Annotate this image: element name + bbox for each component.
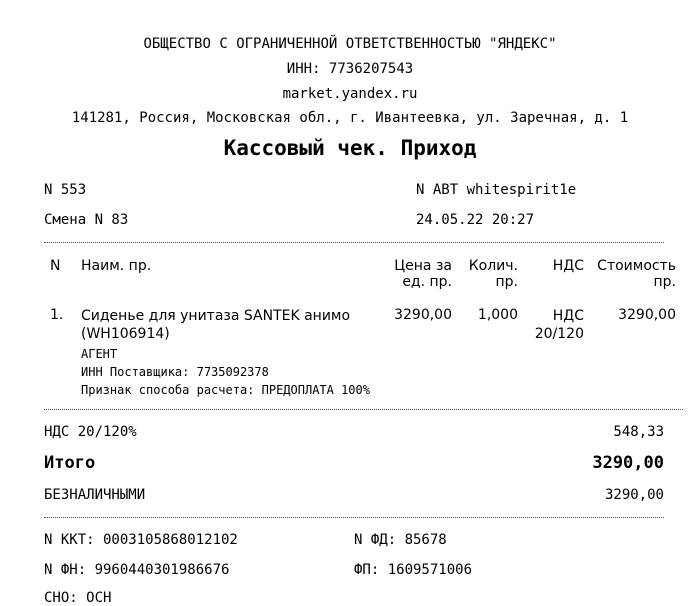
col-header-n: N	[50, 258, 61, 274]
cashless-value: 3290,00	[604, 487, 664, 503]
receipt-datetime: 24.05.22 20:27	[416, 212, 535, 228]
col-header-name: Наим. пр.	[81, 258, 152, 274]
item-nds-line1: НДС	[552, 308, 584, 324]
total-value: 3290,00	[592, 453, 664, 473]
col-header-cost	[590, 258, 676, 290]
shift-number: Смена N 83	[44, 212, 129, 228]
nds-value: 548,33	[613, 424, 664, 440]
col-header-cost-line2: пр.	[653, 274, 676, 290]
col-header-nds: НДС	[552, 258, 584, 274]
fp-number: ФП: 1609571006	[354, 562, 473, 578]
col-header-price-line2: ед. пр.	[402, 274, 452, 290]
item-agent: АГЕНТ	[81, 347, 118, 361]
item-number: 1.	[50, 307, 64, 323]
sno-label: СНО: ОСН	[44, 590, 112, 606]
col-header-qty-line2: пр.	[495, 274, 518, 290]
receipt-number: N 553	[44, 182, 87, 198]
fn-number: N ФН: 9960440301986676	[44, 562, 230, 578]
item-name-line1: Сиденье для унитаза SANTEK анимо	[81, 308, 351, 324]
item-nds	[524, 307, 584, 343]
item-cost: 3290,00	[618, 307, 676, 323]
item-details	[81, 345, 370, 399]
item-supplier-inn: ИНН Поставщика: 7735092378	[81, 365, 269, 379]
company-inn: ИНН: 7736207543	[286, 61, 414, 77]
company-name: ОБЩЕСТВО С ОГРАНИЧЕННОЙ ОТВЕТСТВЕННОСТЬЮ "ЯНДЕКС"	[143, 36, 557, 52]
divider	[44, 242, 664, 243]
company-address: 141281, Россия, Московская обл., г. Ивантеевка, ул. Заречная, д. 1	[71, 110, 629, 126]
item-qty: 1,000	[477, 307, 518, 323]
item-name-line2: (WH106914)	[81, 326, 170, 342]
col-header-price	[382, 258, 452, 290]
item-name	[81, 307, 350, 343]
avt-number: N АВТ whitespirit1e	[416, 182, 577, 198]
total-label: Итого	[44, 453, 96, 473]
col-header-price-line1: Цена за	[394, 258, 452, 274]
item-price: 3290,00	[394, 307, 452, 323]
cashless-label: БЕЗНАЛИЧНЫМИ	[44, 487, 146, 503]
nds-label: НДС 20/120%	[44, 424, 137, 440]
divider	[44, 517, 664, 518]
col-header-qty-line1: Колич.	[468, 258, 518, 274]
company-site: market.yandex.ru	[282, 86, 418, 102]
fd-number: N ФД: 85678	[354, 532, 447, 548]
col-header-qty	[458, 258, 518, 290]
item-payment-method: Признак способа расчета: ПРЕДОПЛАТА 100%	[81, 383, 370, 397]
receipt-title: Кассовый чек. Приход	[223, 136, 477, 160]
kkt-number: N ККТ: 0003105868012102	[44, 532, 238, 548]
col-header-cost-line1: Стоимость	[597, 258, 676, 274]
item-nds-line2: 20/120	[534, 326, 584, 342]
divider	[44, 409, 683, 410]
